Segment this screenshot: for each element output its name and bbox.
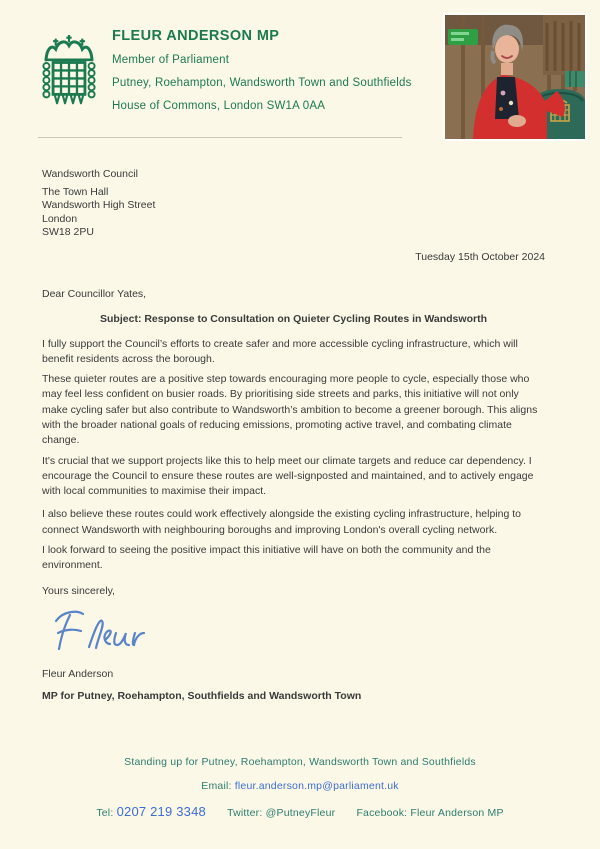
paragraph: I also believe these routes could work effectively alongside the existing cycling infrastructure, helping to connect Wandsworth with neighbouring boroughs and improving London's overall cycling network. [42,508,521,536]
tel-label: Tel: [96,807,114,819]
footer-email-line [0,780,600,792]
handwritten-signature [44,605,545,662]
email-label: Email: [201,780,232,792]
recipient-line: SW18 2PU [42,226,94,238]
valediction: Yours sincerely, [42,584,115,597]
letterhead [0,0,600,138]
salutation: Dear Councillor Yates, [42,287,147,300]
paragraph: I fully support the Council’s efforts to create safer and more accessible cycling infrastructure, which will benefit residents across the borough. [42,337,518,365]
letter-content [0,168,600,702]
recipient-line: London [42,212,78,225]
header-divider [38,137,402,138]
signatory-name: Fleur Anderson [42,667,114,680]
paragraph: These quieter routes are a positive step towards encouraging more people to cycle, especially those who may feel less confident on busier roads. By prioritising side streets and parks, this initiative will not only make cycling safer but also contribute to Wandsworth’s ambition to become a greener borough. This aligns with the broader national goals of reducing emissions, promoting active travel, and combating climate change. [42,373,538,447]
twitter-handle: @PutneyFleur [265,807,336,819]
mp-address: House of Commons, London SW1A 0AA [112,100,326,112]
portcullis-crown-icon [38,33,100,120]
twitter-label: Twitter: [227,807,263,819]
recipient-line: The Town Hall [42,185,109,198]
facebook-name: Fleur Anderson MP [410,807,504,819]
tel-link[interactable]: 0207 219 3348 [116,804,206,819]
letter-date: Tuesday 15th October 2024 [415,250,545,263]
signatory-title: MP for Putney, Roehampton, Southfields and Wandsworth Town [42,689,362,702]
mp-role: Member of Parliament [112,54,230,66]
footer-contact-line [0,804,600,819]
mp-portrait-photo [443,13,587,141]
email-link[interactable]: fleur.anderson.mp@parliament.uk [234,780,399,792]
letter-body [42,337,545,574]
footer-tagline: Standing up for Putney, Roehampton, Wandsworth Town and Southfields [124,756,476,768]
recipient-address [42,168,545,240]
recipient-line: Wandsworth Council [42,168,138,180]
facebook-label: Facebook: [356,807,408,819]
paragraph: I look forward to seeing the positive impact this initiative will have on both the community and the environment. [42,544,491,572]
recipient-line: Wandsworth High Street [42,199,156,211]
mp-name: FLEUR ANDERSON MP [112,28,280,44]
subject-line: Subject: Response to Consultation on Quieter Cycling Routes in Wandsworth [100,312,487,325]
letter-footer [0,756,600,831]
paragraph: It's crucial that we support projects like this to help meet our climate targets and reduce car dependency. I encourage the Council to ensure these routes are well-signposted and maintained, and to actively engage with local communities to maximise their impact. [42,454,534,498]
mp-constituency: Putney, Roehampton, Wandsworth Town and Southfields [112,77,412,89]
